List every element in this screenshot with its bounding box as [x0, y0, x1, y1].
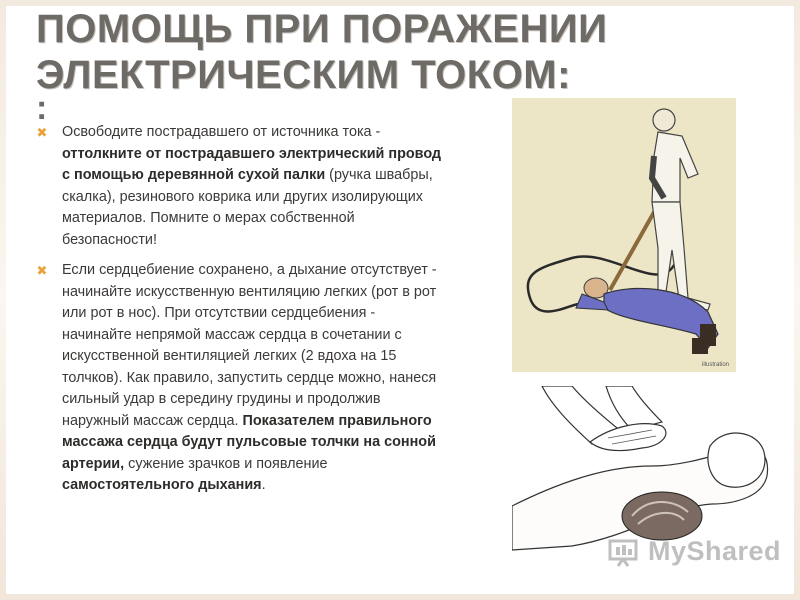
bullet-2-text-end: . — [261, 477, 266, 493]
bullet-item-1 — [36, 122, 444, 251]
svg-text:illustration: illustration — [702, 362, 730, 368]
bullet-2-text-a: Если сердцебиение сохранено, а дыхание отсутствует - начинайте искусственную вентиляцию легких (рот в рот или рот в нос). При отсутствии сердцебиения - начинайте непрямой массаж сердца в сочетании с искусственной вентиляцией легких (2 вдоха на 15 толчков). Как правило, запустить сердце можно, нанеся сильный удар в середину грудины и продолжив наружный массаж сердца. — [62, 262, 437, 429]
title-colon: : — [36, 89, 48, 127]
x-mark-icon: ✖ — [36, 125, 48, 140]
presentation-icon — [608, 537, 642, 567]
bullet-1-text-b: (ручка швабры, скалка), резинового коврика или других изолирующих материалов. Помните о мерах собственной безопасности! — [62, 167, 433, 248]
bullet-1-text-bold: оттолкните от пострадавшего электрический провод с помощью деревянной сухой палки — [62, 145, 442, 183]
bullet-list — [36, 122, 444, 506]
cpr-drawing — [512, 386, 772, 558]
x-mark-icon: ✖ — [36, 263, 48, 278]
watermark — [608, 536, 781, 567]
watermark-brand: MyShared — [648, 536, 782, 566]
slide-title: ПОМОЩЬ ПРИ ПОРАЖЕНИИ ЭЛЕКТРИЧЕСКИМ ТОКОМ: — [36, 7, 608, 97]
rescue-drawing — [512, 98, 736, 372]
bullet-2-text-b: сужение зрачков и появление — [124, 455, 328, 472]
bullet-1-text-a: Освободите пострадавшего от источника тока - — [62, 124, 381, 140]
bullet-item-2 — [36, 260, 444, 497]
bullet-2-text-bold-2: самостоятельного дыхания — [62, 477, 262, 493]
rescue-illustration — [512, 98, 736, 372]
cpr-illustration — [512, 386, 772, 558]
bullet-2-text-bold: Показателем правильного массажа сердца будут пульсовые толчки на сонной артерии, — [62, 412, 436, 472]
